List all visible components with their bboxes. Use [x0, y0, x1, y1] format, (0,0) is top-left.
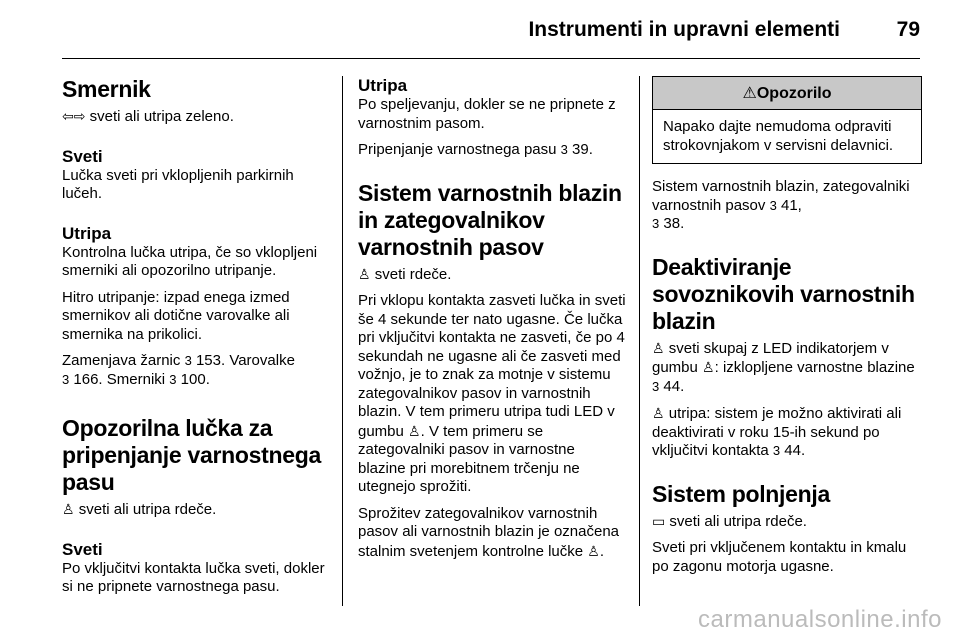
battery-icon: ▭ [652, 512, 666, 529]
reference-icon: 3 [769, 197, 777, 213]
vklop-text-a: Pri vklopu kontakta zasveti lučka in sveti še 4 sekunde ter nato ugasne. Če lučka pri vključitvi kontakta ne zasveti, če po 4 sekundah ne ugasne ali če zasveti med vožnjo, je to znak za motnje v sistemu zategovalnikov pasov in varnostnih blazin. V tem primeru utripa tudi LED v gumbu [358, 292, 626, 440]
deakt-c: 44. [659, 377, 685, 395]
deakt-utripa-b: 44. [780, 442, 806, 459]
smernik-paragraph [62, 107, 332, 127]
deakt-utripa-a: utripa: sistem je možno aktivirati ali deaktivirati v roku 15-ih sekund po vključitvi kontakta [652, 405, 902, 459]
subheading-utripa-1: Utripa [62, 223, 112, 243]
utripa-1-text: Kontrolna lučka utripa, če so vklopljeni smerniki ali opozorilno utripanje. [62, 243, 318, 279]
reference-icon: 3 [652, 378, 660, 394]
smernik-text: sveti ali utripa zeleno. [85, 108, 234, 125]
utripa-2-text: Po speljevanju, dokler se ne pripnete z varnostnim pasom. [358, 96, 616, 132]
deakt-a: sveti skupaj z LED indikatorjem v gumbu [652, 339, 889, 376]
hitro-utripanje-text: Hitro utripanje: izpad enega izmed smernikov ali dotične varovalke ali smernika na prikolici. [62, 288, 290, 343]
warning-box [652, 76, 922, 164]
sprozitev-end: . [599, 542, 605, 560]
reference-icon: 3 [184, 353, 192, 368]
zamenjava-d: 100. [176, 370, 210, 388]
subheading-utripa-2: Utripa [358, 76, 408, 95]
airbag-led-icon: ♙ [408, 422, 421, 439]
passenger-airbag-off-icon: ♙ [652, 339, 665, 356]
column-2 [358, 76, 626, 569]
deakt-b: : izklopljene varnostne blazine [714, 359, 915, 376]
belt-text: sveti ali utripa rdeče. [74, 501, 217, 518]
column-3 [652, 76, 922, 584]
turn-signal-icon: ⇦⇨ [62, 108, 86, 124]
sistem-ref-c: 38. [659, 215, 685, 232]
warning-text: Napako dajte nemudoma odpraviti strokovnjakom v servisni delavnici. [663, 118, 894, 154]
section-title-smernik: Smernik [62, 76, 151, 102]
airbag-paragraph [358, 265, 626, 285]
column-divider-2 [639, 76, 640, 606]
page-number: 79 [896, 18, 920, 41]
vklop-text-b: . V tem primeru se zategovalniki pasov in varnostne blazine pri morebitnem trčenju ne utegnejo sprožiti. [358, 422, 580, 495]
airbag-icon: ♙ [358, 265, 371, 282]
sistem-ref-text [652, 178, 922, 234]
zamenjava-b: 153. Varovalke [191, 352, 295, 369]
warning-icon: ⚠ [742, 85, 757, 102]
zamenjava-text [62, 352, 332, 389]
reference-icon: 3 [652, 216, 660, 231]
pripenjanje-b: 39. [567, 141, 593, 158]
warning-header [653, 77, 921, 110]
seat-belt-icon: ♙ [62, 501, 75, 517]
airbag-text: sveti rdeče. [370, 265, 452, 283]
belt-paragraph [62, 500, 332, 520]
passenger-airbag-off-icon: ♙ [702, 359, 715, 375]
sprozitev-text [358, 505, 626, 562]
reference-icon: 3 [560, 142, 568, 157]
sveti-2-text: Po vključitvi kontakta lučka sveti, dokler si ne pripnete varnostnega pasu. [62, 559, 325, 595]
header-rule [62, 58, 920, 59]
pripenjanje-text [358, 141, 626, 160]
vklop-text [358, 292, 626, 497]
zamenjava-a: Zamenjava žarnic [62, 352, 185, 369]
sveti-1-text: Lučka sveti pri vklopljenih parkirnih lučeh. [62, 166, 294, 202]
airbag-icon: ♙ [587, 542, 600, 559]
section-title-deaktiviranje: Deaktiviranje sovoznikovih varnostnih blazin [652, 253, 915, 334]
zamenjava-c: 166. Smerniki [69, 370, 170, 388]
deakt-utripa-paragraph [652, 404, 922, 461]
subheading-sveti-2: Sveti [62, 539, 103, 559]
section-title-sistem: Sistem varnostnih blazin in zategovalnikov varnostnih pasov [358, 179, 622, 260]
deakt-paragraph [652, 339, 922, 397]
watermark: carmanualsonline.info [698, 606, 942, 633]
battery-text: sveti ali utripa rdeče. [665, 512, 807, 530]
subheading-sveti-1: Sveti [62, 146, 103, 166]
warning-label: Opozorilo [756, 85, 832, 102]
page-header [0, 0, 960, 60]
sprozitev-a: Sprožitev zategovalnikov varnostnih pasov ali varnostnih blazin je označena stalnim svetenjem kontrolne lučke [358, 504, 619, 560]
reference-icon: 3 [169, 371, 177, 387]
header-title: Instrumenti in upravni elementi [528, 18, 840, 41]
section-title-polnjenja: Sistem polnjenja [652, 480, 830, 507]
polnjenja-text: Sveti pri vključenem kontaktu in kmalu po zagonu motorja ugasne. [652, 539, 907, 575]
section-title-opozorilna: Opozorilna lučka za pripenjanje varnostnega pasu [62, 415, 321, 495]
reference-icon: 3 [62, 371, 70, 387]
column-divider-1 [342, 76, 343, 606]
reference-icon: 3 [772, 443, 781, 458]
column-1 [62, 76, 332, 605]
pripenjanje-a: Pripenjanje varnostnega pasu [358, 141, 561, 158]
sistem-ref-b: 41, [776, 196, 802, 214]
sistem-ref-a: Sistem varnostnih blazin, zategovalniki varnostnih pasov [652, 178, 910, 214]
battery-paragraph [652, 512, 922, 532]
passenger-airbag-off-icon: ♙ [652, 405, 665, 421]
